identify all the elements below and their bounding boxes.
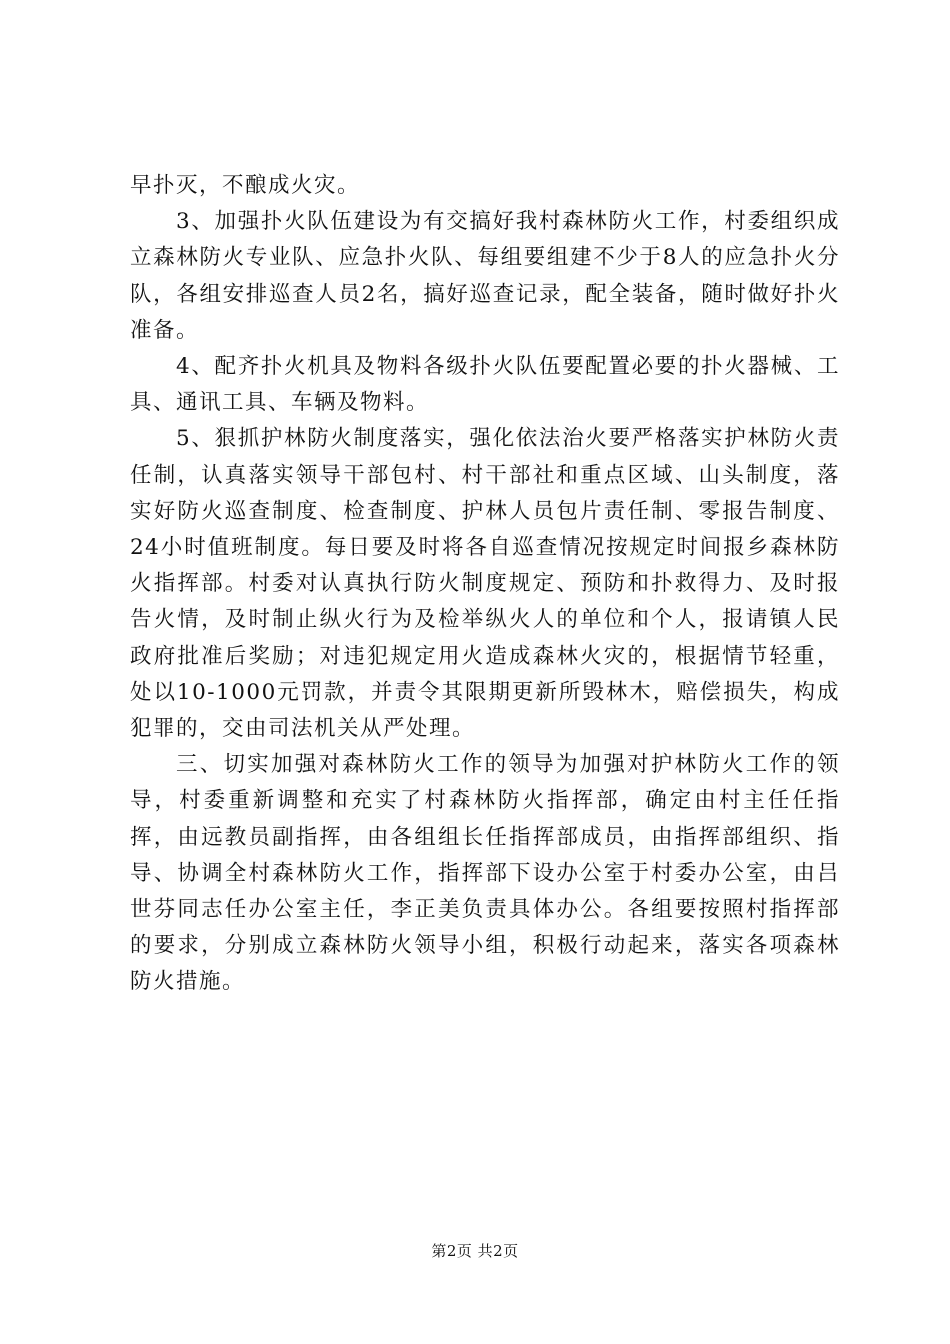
- paragraph-continuation: 早扑灭，不酿成火灾。: [130, 173, 361, 198]
- document-body: [130, 168, 840, 1001]
- paragraph-item-5: 5、狠抓护林防火制度落实，强化依法治火要严格落实护林防火责任制，认真落实领导干部包村、村干部社和重点区域、山头制度，落实好防火巡查制度、检查制度、护林人员包片责任制、零报告制度、24小时值班制度。每日要及时将各自巡查情况按规定时间报乡森林防火指挥部。村委对认真执行防火制度规定、预防和扑救得力、及时报告火情，及时制止纵火行为及检举纵火人的单位和个人，报请镇人民政府批准后奖励；对违犯规定用火造成森林火灾的，根据情节轻重，处以10-1000元罚款，并责令其限期更新所毁林木，赔偿损失，构成犯罪的，交由司法机关从严处理。: [130, 426, 840, 742]
- page-number-footer: 第2页 共2页: [431, 1242, 519, 1260]
- paragraph-item-3: 3、加强扑火队伍建设为有交搞好我村森林防火工作，村委组织成立森林防火专业队、应急扑火队、每组要组建不少于8人的应急扑火分队，各组安排巡查人员2名，搞好巡查记录，配全装备，随时做好扑火准备。: [130, 209, 840, 343]
- paragraph-item-4: 4、配齐扑火机具及物料各级扑火队伍要配置必要的扑火器械、工具、通讯工具、车辆及物料。: [130, 354, 840, 416]
- paragraph-section-3: 三、切实加强对森林防火工作的领导为加强对护林防火工作的领导，村委重新调整和充实了村森林防火指挥部，确定由村主任任指挥，由远教员副指挥，由各组组长任指挥部成员，由指挥部组织、指导、协调全村森林防火工作，指挥部下设办公室于村委办公室，由吕世芬同志任办公室主任，李正美负责具体办公。各组要按照村指挥部的要求，分别成立森林防火领导小组，积极行动起来，落实各项森林防火措施。: [130, 752, 840, 995]
